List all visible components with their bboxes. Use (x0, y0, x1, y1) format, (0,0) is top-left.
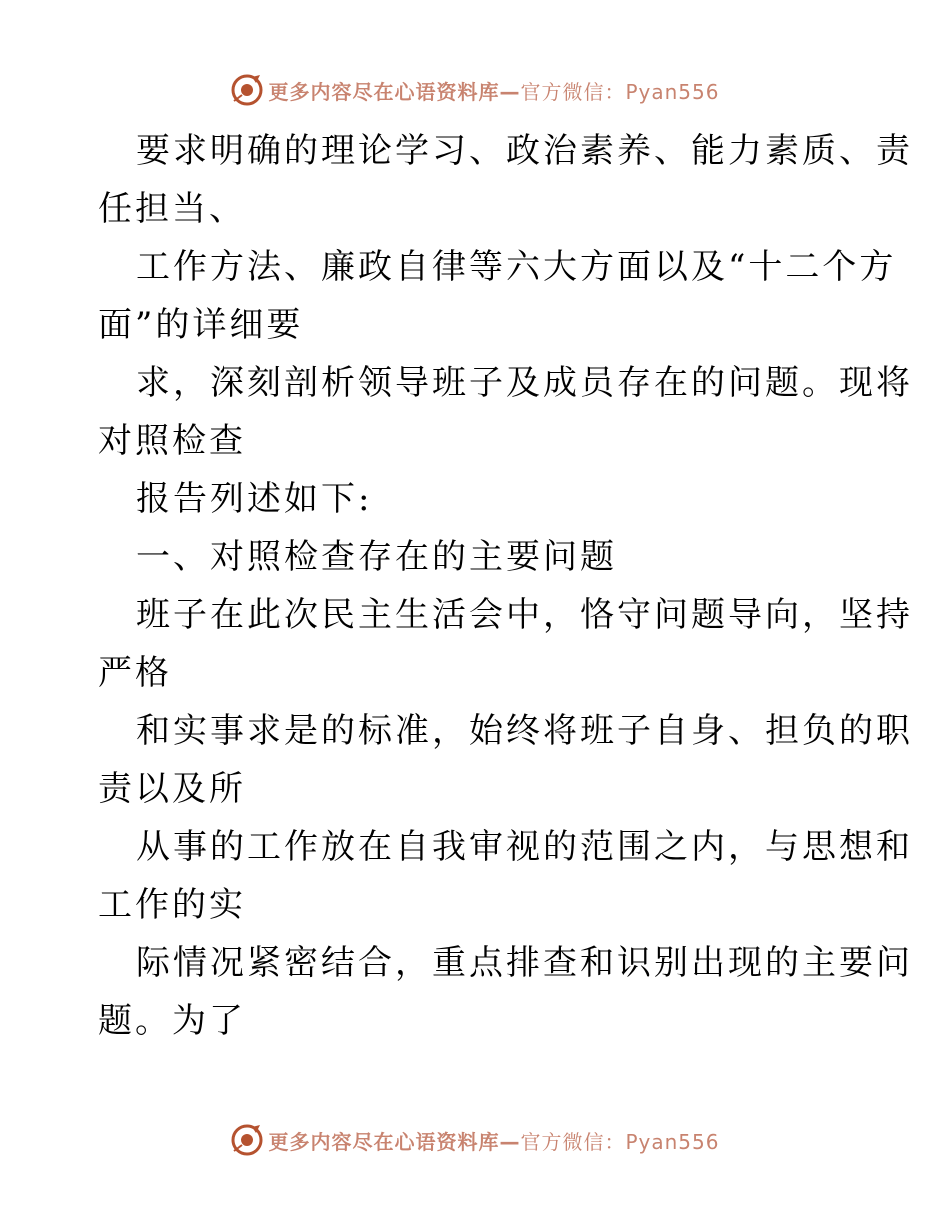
body-line: 从事的工作放在自我审视的范围之内，与思想和 (136, 827, 913, 867)
body-line: 严格 (98, 653, 172, 693)
body-line: 工作方法、廉政自律等六大方面以及“十二个方 (136, 247, 897, 287)
body-line: 面”的详细要 (98, 305, 304, 345)
body-line: 工作的实 (98, 885, 246, 925)
body-line: 责以及所 (98, 769, 246, 809)
section-heading: 一、对照检查存在的主要问题 (136, 537, 617, 577)
document-body (98, 122, 913, 1050)
body-line: 对照检查 (98, 421, 246, 461)
banner-dash: — (499, 79, 521, 104)
banner-brand: 更多内容尽在心语资料库 (268, 79, 500, 104)
body-line: 要求明确的理论学习、政治素养、能力素质、责 (136, 131, 913, 171)
header-watermark-banner (0, 70, 950, 110)
pen-circle-logo-icon (230, 1123, 264, 1157)
body-line: 任担当、 (98, 189, 246, 229)
banner-text (268, 1126, 719, 1155)
body-line: 际情况紧密结合，重点排查和识别出现的主要问 (136, 943, 913, 983)
banner-wechat: 官方微信：Pyan556 (520, 1129, 720, 1154)
banner-text (268, 76, 719, 105)
body-line: 题。为了 (98, 1001, 246, 1041)
body-line: 报告列述如下: (136, 479, 373, 519)
body-line: 求，深刻剖析领导班子及成员存在的问题。现将 (136, 363, 913, 403)
banner-brand: 更多内容尽在心语资料库 (268, 1129, 500, 1154)
footer-watermark-banner (0, 1120, 950, 1160)
banner-dash: — (499, 1129, 521, 1154)
body-line: 和实事求是的标准，始终将班子自身、担负的职 (136, 711, 913, 751)
pen-circle-logo-icon (230, 73, 264, 107)
banner-wechat: 官方微信：Pyan556 (520, 79, 720, 104)
body-line: 班子在此次民主生活会中，恪守问题导向，坚持 (136, 595, 913, 635)
